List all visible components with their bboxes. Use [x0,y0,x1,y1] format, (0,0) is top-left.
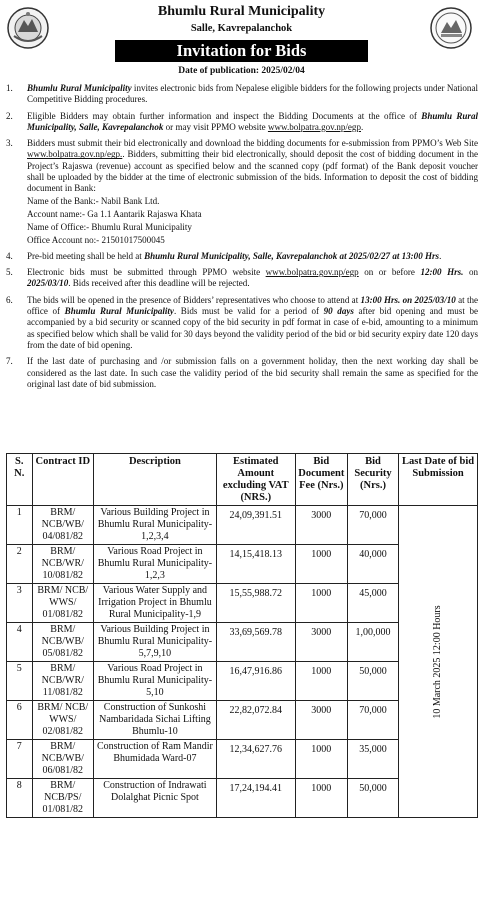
website-link[interactable]: www.bolpatra.gov.np/egp [265,267,359,278]
bank-info-line: Name of the Bank:- Nabil Bank Ltd. [27,196,160,207]
cell-sn: 2 [7,545,33,584]
paragraph-text [27,356,478,390]
cell-contract-id: BRM/ NCB/ WWS/ 01/081/82 [32,584,93,623]
paragraph-number: 4. [6,250,13,261]
text-segment: on [463,267,478,278]
paragraph-number: 7. [6,356,13,367]
cell-description: Various Road Project in Bhumlu Rural Municipality-5,10 [94,662,217,701]
paragraph-text [27,251,478,262]
text-segment: 12:00 Hrs. [420,267,464,278]
text-segment: at the office of [27,294,479,317]
cell-doc-fee: 1000 [295,662,347,701]
text-segment: The bids will be opened in the presence of Bidders’ representatives who choose to attend at [27,294,361,305]
header-doc-fee: Bid Document Fee (Nrs.) [295,454,347,506]
notice-paragraph [6,83,478,106]
cell-amount: 33,69,569.78 [216,623,295,662]
paragraph-number: 1. [6,83,13,93]
cell-doc-fee: 3000 [295,623,347,662]
cell-doc-fee: 1000 [295,740,347,779]
notice-paragraph [6,251,478,262]
cell-sn: 7 [7,740,33,779]
municipality-address: Salle, Kavrepalanchok [190,23,293,34]
paragraph-text [27,267,478,290]
notice-paragraph [6,138,478,246]
text-segment: Bhumlu Rural Municipality, Salle, Kavrepalanchok at 2025/02/27 at 13:00 Hrs [144,250,440,261]
text-segment: Pre-bid meeting shall be held at [27,250,145,261]
municipality-logo-icon [429,6,473,50]
header-last-date: Last Date of bid Submission [399,454,478,506]
website-link[interactable]: www.bolpatra.gov.np/egp. [27,149,123,160]
cell-description: Various Building Project in Bhumlu Rural Municipality-5,7,9,10 [94,623,217,662]
cell-doc-fee: 1000 [295,584,347,623]
invitation-banner: Invitation for Bids [115,40,368,62]
cell-contract-id: BRM/ NCB/PS/ 01/081/82 [32,779,93,818]
paragraph-text [27,83,478,106]
cell-description: Construction of Indrawati Dolalghat Picnic Spot [94,779,217,818]
bank-info-line: Account name:- Ga 1.1 Aantarik Rajaswa Khata [27,208,202,219]
bank-info-line: Name of Office:- Bhumlu Rural Municipality [27,221,192,232]
header-contract-id: Contract ID [32,454,93,506]
text-segment: . [360,121,364,132]
cell-description: Construction of Ram Mandir Bhumidada Ward-07 [94,740,217,779]
cell-sn: 5 [7,662,33,701]
notice-paragraph [6,111,478,134]
cell-description: Various Building Project in Bhumlu Rural Municipality-1,2,3,4 [94,506,217,545]
cell-bid-security: 35,000 [347,740,398,779]
paragraph-text [27,295,478,351]
text-segment: . Bids must be valid for a period of [173,306,324,317]
notice-paragraph [6,267,478,290]
text-segment: on or before [358,267,421,278]
text-segment: 2025/03/10 [27,278,69,289]
cell-description: Construction of Sunkoshi Nambaridada Sichai Lifting Bhumlu-10 [94,701,217,740]
cell-sn: 8 [7,779,33,818]
cell-contract-id: BRM/ NCB/WR/ 10/081/82 [32,545,93,584]
cell-bid-security: 70,000 [347,506,398,545]
cell-doc-fee: 3000 [295,701,347,740]
notice-paragraph [6,356,478,390]
paragraph-number: 3. [6,138,13,149]
cell-bid-security: 40,000 [347,545,398,584]
text-segment: Bhumlu Rural Municipality [64,306,174,317]
header-description: Description [94,454,217,506]
text-segment: after bid opening and must be accompanied by a bid security or scanned copy of the bid security in pdf format in case of e-bid, amounting to a minimum as specified below which shall be valid for 30 days beyond the validity period of the bid or bid security expiry date 120 days from the date of bid opening. [27,306,478,350]
text-segment: . [439,250,442,261]
header-amount: Estimated Amount excluding VAT (NRS.) [216,454,295,506]
text-segment: invites electronic bids from Nepalese eligible bidders for the following projects under National Competitive Bidding procedures. [27,83,478,105]
cell-bid-security: 70,000 [347,701,398,740]
cell-doc-fee: 1000 [295,779,347,818]
text-segment: . Bidders, submitting their bid electronically, should deposit the cost of bidding document in the Project’s Rajaswa (revenue) account as specified below and the scanned copy (pdf format) of the Bank deposit voucher shall be uploaded by the bidder at the time of electronic submission of the bids. Information to deposit the cost of bidding document in Bank: [27,149,478,194]
cell-amount: 14,15,418.13 [216,545,295,584]
text-segment: . Bids received after this deadline will be rejected. [68,278,250,289]
website-link[interactable]: www.bolpatra.gov.np/egp [267,121,361,132]
cell-bid-security: 50,000 [347,779,398,818]
text-segment: Eligible Bidders may obtain further information and inspect the Bidding Documents at the office of [27,110,422,121]
cell-amount: 16,47,916.86 [216,662,295,701]
header-sn: S. N. [7,454,33,506]
cell-doc-fee: 1000 [295,545,347,584]
text-segment: 13:00 Hrs. on 2025/03/10 [360,294,456,305]
bids-table [6,453,478,818]
notice-paragraph [6,295,478,351]
cell-sn: 6 [7,701,33,740]
cell-doc-fee: 3000 [295,506,347,545]
cell-description: Various Water Supply and Irrigation Project in Bhumlu Rural Municipality-1,9 [94,584,217,623]
cell-amount: 24,09,391.51 [216,506,295,545]
cell-contract-id: BRM/ NCB/WB/ 05/081/82 [32,623,93,662]
paragraph-text [27,138,478,246]
cell-bid-security: 50,000 [347,662,398,701]
cell-sn: 3 [7,584,33,623]
text-segment: Bidders must submit their bid electronically and download the bidding documents for e-submission from PPMO’s Web Site [27,138,478,149]
cell-amount: 15,55,988.72 [216,584,295,623]
bank-info-line: Office Account no:- 21501017500045 [27,234,165,245]
paragraph-number: 6. [6,294,13,305]
paragraph-text [27,111,478,134]
cell-description: Various Road Project in Bhumlu Rural Municipality-1,2,3 [94,545,217,584]
cell-contract-id: BRM/ NCB/WB/ 06/081/82 [32,740,93,779]
cell-contract-id: BRM/ NCB/WB/ 04/081/82 [32,506,93,545]
text-segment: or may visit PPMO website [163,121,268,132]
cell-last-date [399,506,478,818]
cell-amount: 22,82,072.84 [216,701,295,740]
cell-sn: 4 [7,623,33,662]
cell-sn: 1 [7,506,33,545]
publication-date: Date of publication: 2025/02/04 [178,66,305,76]
cell-amount: 12,34,627.76 [216,740,295,779]
text-segment: If the last date of purchasing and /or submission falls on a government holiday, then the next working day shall be considered as the last date. In such case the validity period of the bid security shall remain the same as specified for the original last date of bid submission. [27,356,478,389]
notice-body [6,83,478,395]
text-segment: Bhumlu Rural Municipality [27,83,132,93]
table-row [7,506,478,545]
cell-bid-security: 1,00,000 [347,623,398,662]
cell-contract-id: BRM/ NCB/ WWS/ 02/081/82 [32,701,93,740]
table-header-row [7,454,478,506]
cell-contract-id: BRM/ NCB/WR/ 11/081/82 [32,662,93,701]
text-segment: 90 days [323,306,354,317]
text-segment: Electronic bids must be submitted through PPMO website [27,267,266,278]
cell-bid-security: 45,000 [347,584,398,623]
last-date-value: 10 March 2025 12:00 Hours [432,604,444,719]
header-bid-security: Bid Security (Nrs.) [347,454,398,506]
municipality-title: Bhumlu Rural Municipality [157,4,326,19]
paragraph-number: 2. [6,110,13,121]
text-segment: Bhumlu Rural Municipality, Salle, Kavrepalanchok [27,110,478,132]
paragraph-number: 5. [6,267,13,278]
cell-amount: 17,24,194.41 [216,779,295,818]
